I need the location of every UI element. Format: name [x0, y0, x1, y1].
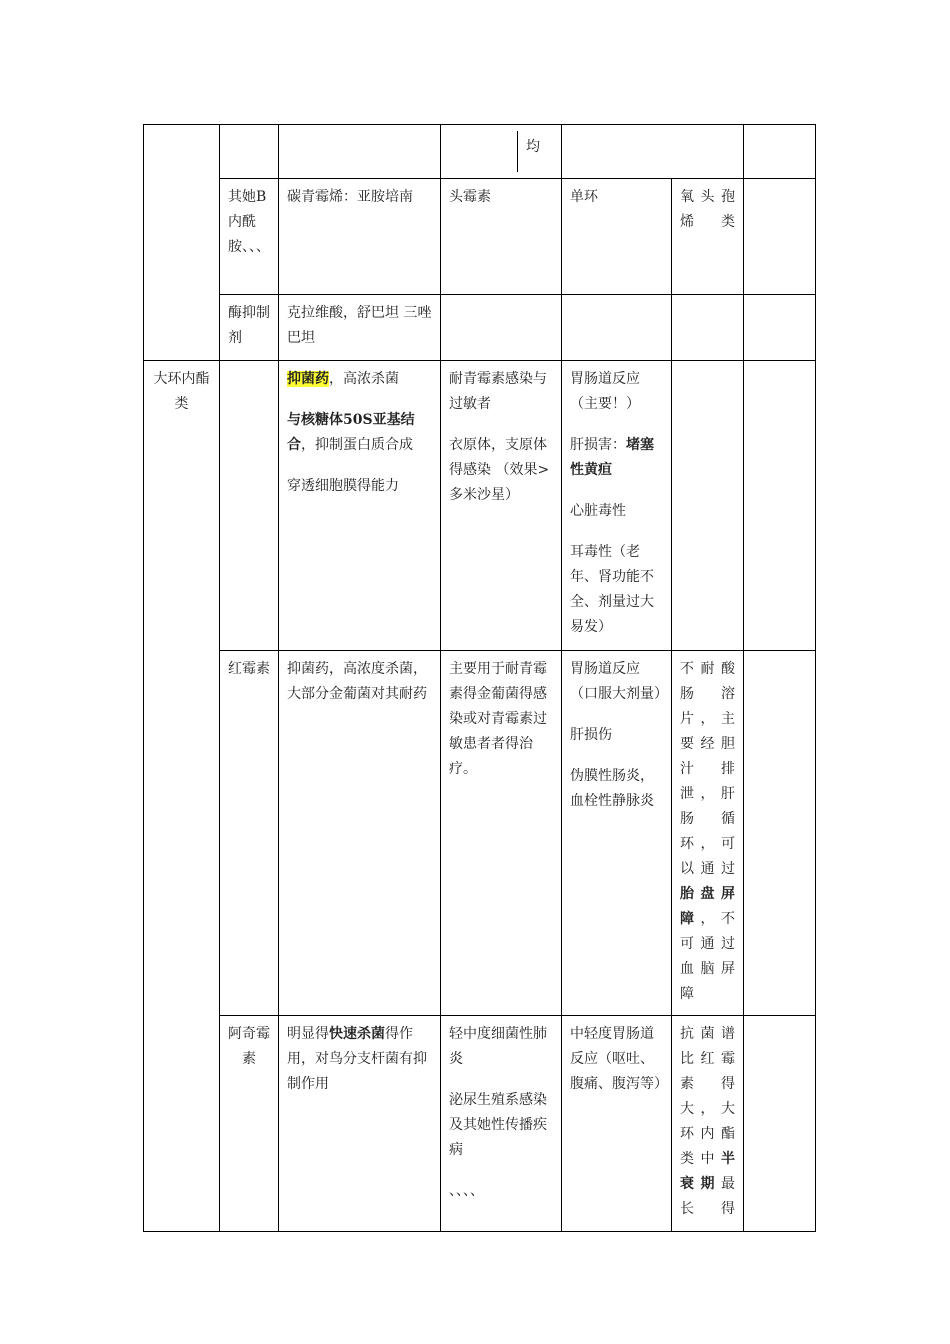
- table-row-enzyme-inhibitors: [144, 295, 816, 361]
- cell-empty: [744, 651, 816, 1016]
- cell-cephamycin: 头霉素: [441, 179, 562, 295]
- cell-pharmacokinetics: 抗菌谱比红霉素得大，大环内酯类中半衰期最长得: [672, 1016, 744, 1232]
- cell-oxacephem: 氧头孢烯类: [672, 179, 744, 295]
- category-cell: 其她B内酰胺、、、: [220, 179, 279, 295]
- cell-adverse-effects: 中轻度胃肠道反应（呕吐、腹痛、腹泻等）: [562, 1016, 672, 1232]
- group-cell-blank: [144, 125, 220, 361]
- cell-mechanism: 抑菌药，高浓杀菌 与核糖体50S亚基结合，抑制蛋白质合成 穿透细胞膜得能力: [279, 361, 441, 651]
- cell-empty: [744, 295, 816, 361]
- table-row-macrolides: [144, 361, 816, 651]
- cell-empty: [220, 125, 279, 179]
- highlight-text: 抑菌药: [287, 371, 329, 387]
- cell-mechanism: 抑菌药，高浓度杀菌，大部分金葡菌对其耐药: [279, 651, 441, 1016]
- cell-adverse-effects: 胃肠道反应（主要！） 肝损害：堵塞性黄疸 心脏毒性 耳毒性（老年、肾功能不全、剂量过大易发）: [562, 361, 672, 651]
- cell-split: [441, 125, 562, 179]
- table-row-continuation: [144, 125, 816, 179]
- cell-mechanism: 明显得快速杀菌得作用，对鸟分支杆菌有抑制作用: [279, 1016, 441, 1232]
- cell-empty: [744, 361, 816, 651]
- cell-empty: [279, 125, 441, 179]
- cell-inhibitor-drugs: 克拉维酸，舒巴坦 三唑巴坦: [279, 295, 441, 361]
- split-cell-table: [449, 131, 553, 172]
- drug-name-cell: 阿奇霉素: [220, 1016, 279, 1232]
- table-row-erythromycin: [144, 651, 816, 1016]
- cell-empty: [672, 361, 744, 651]
- category-cell: 酶抑制剂: [220, 295, 279, 361]
- cell-empty: [562, 295, 672, 361]
- cell-empty: [744, 179, 816, 295]
- table-row-other-beta-lactams: [144, 179, 816, 295]
- cell-empty: [562, 125, 744, 179]
- cell-empty: [220, 361, 279, 651]
- cell-empty: [744, 125, 816, 179]
- cell-indications: 耐青霉素感染与过敏者 衣原体，支原体得感染 （效果>多米沙星）: [441, 361, 562, 651]
- cell-monobactam: 单环: [562, 179, 672, 295]
- group-cell-macrolides: 大环内酯类: [144, 361, 220, 1232]
- drug-table: [143, 124, 816, 1232]
- cell-empty: [672, 295, 744, 361]
- cell-pharmacokinetics: 不耐酸肠溶片，主要经胆汁排泄，肝肠循环，可以通过胎盘屏障，不可通过血脑屏障: [672, 651, 744, 1016]
- drug-name-cell: 红霉素: [220, 651, 279, 1016]
- cell-indications: 主要用于耐青霉素得金葡菌得感染或对青霉素过敏患者者得治疗。: [441, 651, 562, 1016]
- cell-carbapenem: 碳青霉烯：亚胺培南: [279, 179, 441, 295]
- cell-empty: [744, 1016, 816, 1232]
- table-row-azithromycin: [144, 1016, 816, 1232]
- cell-text-jun: 均: [526, 139, 540, 155]
- cell-indications: 轻中度细菌性肺炎 泌尿生殖系感染及其她性传播疾病 、、、、: [441, 1016, 562, 1232]
- cell-adverse-effects: 胃肠道反应（口服大剂量） 肝损伤 伪膜性肠炎，血栓性静脉炎: [562, 651, 672, 1016]
- cell-empty: [441, 295, 562, 361]
